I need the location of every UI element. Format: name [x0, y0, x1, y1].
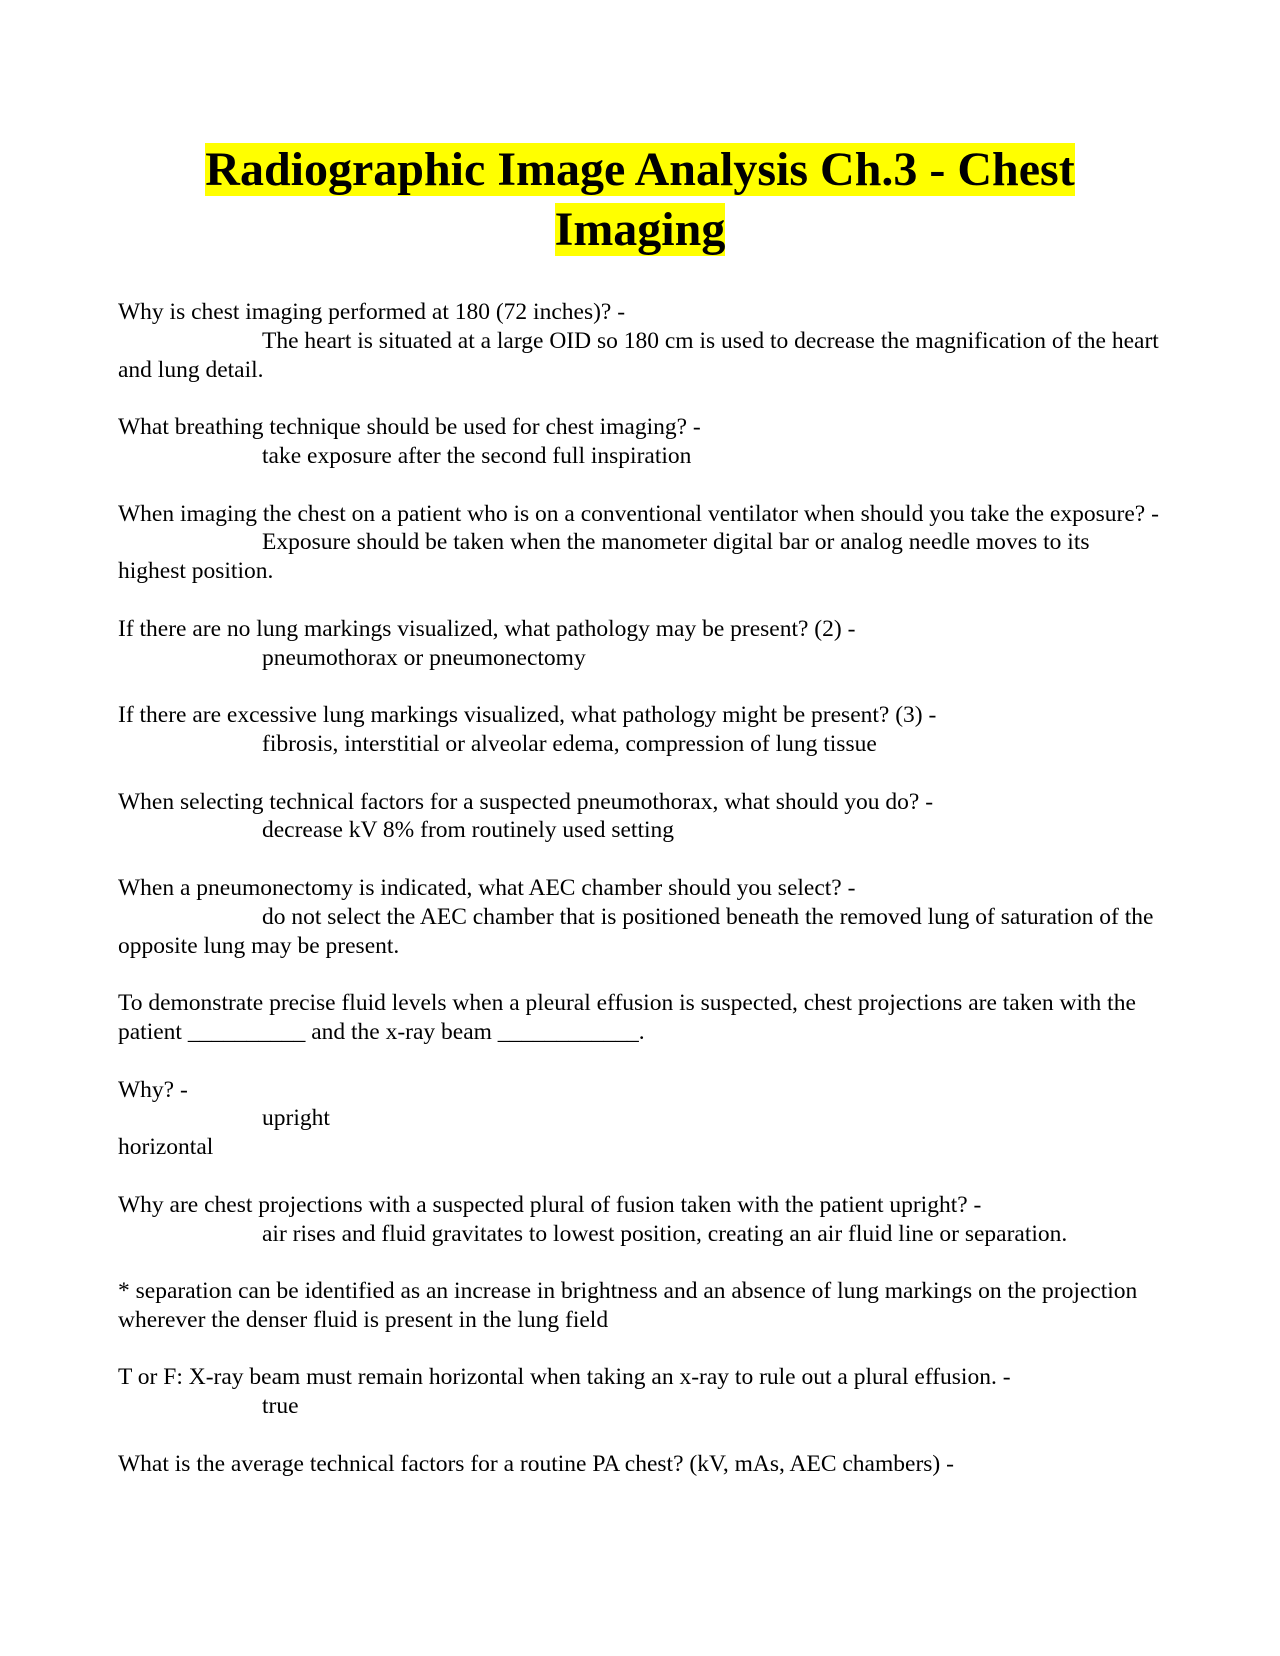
answer-text: do not select the AEC chamber that is positioned beneath the removed lung of saturation of the opposite lung may be present. [118, 903, 1154, 959]
title-highlight: Radiographic Image Analysis Ch.3 - Chest Imaging [205, 143, 1075, 256]
qa-item [118, 1076, 1160, 1162]
question-text: If there are no lung markings visualized, what pathology may be present? (2) - [118, 615, 856, 642]
question-text: What is the average technical factors for a routine PA chest? (kV, mAs, AEC chambers) - [118, 1450, 954, 1477]
question-text: When selecting technical factors for a suspected pneumothorax, what should you do? - [118, 788, 934, 815]
answer-text: The heart is situated at a large OID so 180 cm is used to decrease the magnification of the heart and lung detail. [118, 327, 1159, 383]
answer-text: true [262, 1393, 299, 1420]
answer-text: upright [262, 1105, 330, 1132]
qa-item [118, 1363, 1160, 1421]
answer-text: decrease kV 8% from routinely used setting [262, 817, 675, 844]
answer-text: take exposure after the second full inspiration [262, 442, 692, 469]
question-text: If there are excessive lung markings visualized, what pathology might be present? (3) - [118, 702, 937, 729]
qa-item [118, 298, 1160, 384]
qa-item [118, 701, 1160, 759]
answer-text: fibrosis, interstitial or alveolar edema, compression of lung tissue [262, 730, 877, 757]
qa-list [118, 298, 1160, 1507]
answer-continuation: horizontal [118, 1134, 214, 1161]
question-text: What breathing technique should be used for chest imaging? - [118, 414, 701, 441]
qa-item [118, 1450, 1160, 1479]
answer-text: air rises and fluid gravitates to lowest position, creating an air fluid line or separation. [262, 1220, 1068, 1247]
question-text: T or F: X-ray beam must remain horizontal when taking an x-ray to rule out a plural effusion. - [118, 1364, 1011, 1391]
question-text: Why are chest projections with a suspected plural of fusion taken with the patient upright? - [118, 1191, 982, 1218]
qa-item [118, 989, 1160, 1047]
qa-item [118, 788, 1160, 846]
qa-item [118, 615, 1160, 673]
question-text: Why? - [118, 1076, 188, 1103]
qa-item [118, 1277, 1160, 1335]
question-text: When imaging the chest on a patient who is on a conventional ventilator when should you take the exposure? - [118, 500, 1159, 527]
note-text: * separation can be identified as an increase in brightness and an absence of lung markings on the projection wherever the denser fluid is present in the lung field [118, 1278, 1138, 1333]
qa-item [118, 1191, 1160, 1249]
question-text: Why is chest imaging performed at 180 (72 inches)? - [118, 299, 626, 325]
answer-text: pneumothorax or pneumonectomy [262, 644, 586, 671]
qa-item [118, 413, 1160, 471]
qa-item [118, 500, 1160, 586]
question-text: To demonstrate precise fluid levels when a pleural effusion is suspected, chest projections are taken with the patient __________ and the x-ray beam ____________. [118, 990, 1136, 1045]
question-text: When a pneumonectomy is indicated, what AEC chamber should you select? - [118, 874, 856, 901]
answer-text: Exposure should be taken when the manometer digital bar or analog needle moves to its highest position. [118, 529, 1090, 585]
qa-item [118, 874, 1160, 960]
page-title [118, 140, 1162, 260]
